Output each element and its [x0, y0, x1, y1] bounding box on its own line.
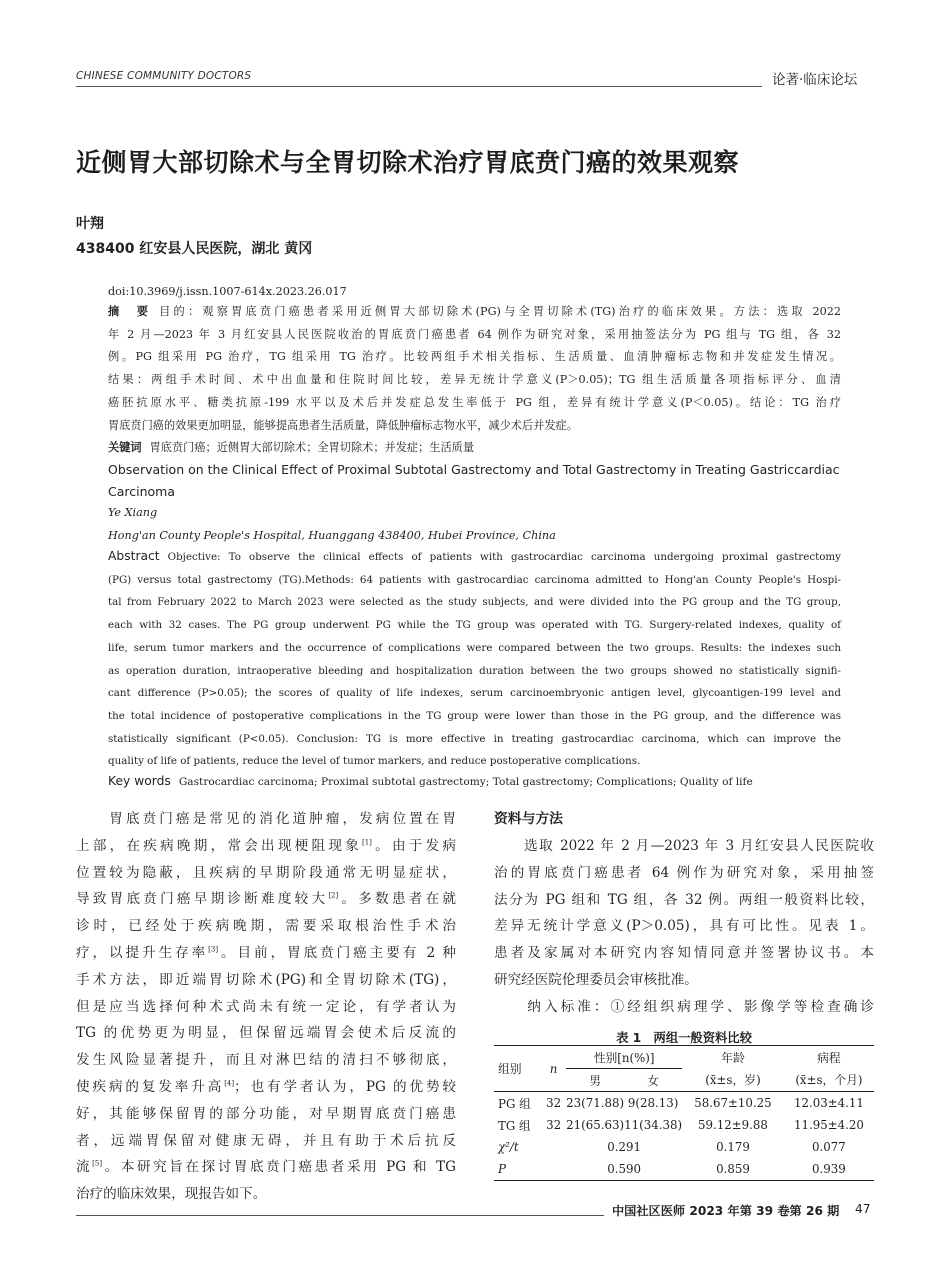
body-text-content	[76, 891, 456, 907]
page-number: 47	[855, 1202, 871, 1216]
body-text-line	[494, 887, 874, 914]
body-text-content	[494, 865, 874, 881]
body-text-content	[76, 1079, 456, 1095]
body-text-line	[76, 1154, 456, 1181]
body-text: 患者及家属对本研究内容知情同意并签署协议书。本	[494, 945, 874, 962]
table-empty-cell	[541, 1158, 566, 1181]
english-title	[108, 459, 848, 503]
body-text-line	[76, 1074, 456, 1101]
body-text-content	[494, 892, 874, 908]
table-header-age: 年龄	[721, 1050, 745, 1065]
abstract-line-text: the total incidence of postoperative complications in the TG group were lower than those in the PG group, and the difference was	[108, 709, 841, 722]
abstract-line	[108, 569, 841, 592]
body-text-line	[76, 940, 456, 967]
keywords-en-label: Key words	[108, 774, 171, 788]
abstract-line	[108, 614, 841, 637]
abstract-line-text: 癌胚抗原水平、糖类抗原-199 水平以及术后并发症总发生率低于 PG 组，差异有统计学意义(P＜0.05)。结论：TG 治疗	[108, 395, 841, 409]
body-text-line	[494, 833, 874, 860]
body-text-line	[76, 833, 456, 860]
abstract-line-text: 结果：两组手术时间、术中出血量和住院时间比较，差异无统计学意义(P＞0.05)；TG 组生活质量各项指标评分、血清	[108, 373, 841, 387]
doi: doi:10.3969/j.issn.1007-614x.2023.26.017	[108, 285, 347, 298]
body-text: 好，其能够保留胃的部分功能，对早期胃底贲门癌患	[76, 1105, 456, 1122]
body-text: 使疾病的复发率升高	[76, 1078, 225, 1095]
citation-ref[interactable]: [3]	[208, 945, 219, 954]
body-text-content	[76, 1106, 456, 1122]
footer-journal-issue: 中国社区医师 2023 年第 39 卷第 26 期	[612, 1204, 840, 1218]
english-affiliation: Hong'an County People's Hospital, Huanggang 438400, Hubei Province, China	[108, 529, 556, 542]
header-rule	[76, 86, 762, 87]
table-stat-label: χ²/t	[498, 1140, 519, 1154]
abstract-line-text: (PG) versus total gastrectomy (TG).Methods: 64 patients with gastrocardiac carcinoma admitted to Hong'an County People's Hospi-	[108, 573, 841, 586]
table-header-female: 女	[647, 1073, 660, 1088]
body-text-line	[76, 860, 456, 887]
running-header-column: 论著·临床论坛	[772, 72, 858, 88]
table-header-age-unit: (x̄±s，岁)	[705, 1073, 761, 1088]
keywords-en-text: Gastrocardiac carcinoma; Proximal subtotal gastrectomy; Total gastrectomy; Complications; Quality of life	[178, 776, 753, 788]
table-stat-course: 0.939	[812, 1162, 846, 1176]
body-text-content	[494, 999, 874, 1015]
table-cell-female: 11(34.38)	[624, 1118, 683, 1132]
abstract-line	[108, 591, 841, 614]
body-text: 发生风险显著提升，而且对淋巴结的清扫不够彻底，	[76, 1052, 456, 1069]
section-heading: 资料与方法	[494, 811, 563, 827]
table-cell-male: 21(65.63)	[566, 1118, 625, 1132]
body-text-line	[76, 1020, 456, 1047]
table-cell-course: 11.95±4.20	[793, 1118, 864, 1132]
body-text-content	[76, 1159, 456, 1175]
abstract-line	[108, 301, 841, 324]
table-cell-group: PG 组	[498, 1096, 531, 1111]
abstract-line-text: cant difference (P>0.05); the scores of quality of life indexes, serum carcinoembryonic antigen level, glycoantigen-199 level and	[108, 687, 841, 700]
body-text-content	[76, 945, 456, 961]
body-text-content	[76, 972, 456, 988]
body-text: 疗，以提升生存率	[76, 944, 209, 961]
table-cell-male: 23(71.88)	[566, 1096, 625, 1110]
abstract-line-text: 目的：观察胃底贲门癌患者采用近侧胃大部切除术(PG)与全胃切除术(TG)治疗的临床效果。方法：选取 2022	[159, 305, 841, 318]
body-right-column	[494, 833, 874, 1021]
body-text: 胃底贲门癌是常见的消化道肿瘤，发病位置在胃	[76, 811, 456, 827]
body-text: 手术方法，即近端胃切除术(PG)和全胃切除术(TG)，	[76, 971, 456, 988]
keywords-cn	[108, 437, 841, 460]
body-text-content	[76, 1025, 456, 1041]
body-text: TG 的优势更为明显，但保留远端胃会使术后反流的	[76, 1025, 456, 1042]
abstract-line	[108, 415, 841, 438]
table-header-course-unit: (x̄±s，个月)	[795, 1073, 863, 1088]
abstract-line	[108, 705, 841, 728]
body-text: 治疗的临床效果，现报告如下。	[76, 1186, 267, 1203]
body-text-content	[76, 1052, 456, 1068]
table-cell-group: TG 组	[498, 1118, 531, 1133]
citation-ref[interactable]: [4]	[224, 1079, 235, 1088]
abstract-line	[108, 545, 841, 569]
body-text: ；也有学者认为，PG 的优势较	[234, 1078, 457, 1095]
body-text: 治的胃底贲门癌患者 64 例作为研究对象，采用抽签	[494, 864, 874, 881]
english-title-line: Observation on the Clinical Effect of Proximal Subtotal Gastrectomy and Total Gastrectomy in Treating Gastriccardiac	[108, 462, 840, 477]
body-text: 但是应当选择何种术式尚未有统一定论，有学者认为	[76, 998, 456, 1015]
english-author: Ye Xiang	[108, 506, 158, 519]
body-text-line	[494, 913, 874, 940]
body-text: 差异无统计学意义(P＞0.05)，具有可比性。见表 1。	[494, 918, 874, 935]
body-text-line	[76, 994, 456, 1021]
body-text: 导致胃底贲门癌早期诊断难度较大	[76, 891, 329, 908]
author-affiliation: 438400 红安县人民医院，湖北 黄冈	[76, 241, 313, 257]
abstract-line	[108, 728, 841, 751]
table-stat-row	[494, 1158, 874, 1181]
table-cell-n: 32	[546, 1096, 562, 1110]
article-title: 近侧胃大部切除术与全胃切除术治疗胃底贲门癌的效果观察	[76, 148, 740, 177]
abstract-line-text: life, serum tumor markers and the occurrence of complications were compared between the two groups. Results: the indexes such	[108, 641, 841, 654]
table-header-sex: 性别[n(%)]	[566, 1046, 682, 1069]
body-text-content	[76, 999, 456, 1015]
table-cell-age: 58.67±10.25	[694, 1096, 772, 1110]
body-text-line	[76, 886, 456, 913]
abstract-en	[108, 545, 841, 773]
body-text: 。目前，胃底贲门癌主要有 2 种	[218, 944, 457, 961]
table-stat-age: 0.859	[716, 1162, 750, 1176]
abstract-line	[108, 682, 841, 705]
author-name: 叶翔	[76, 216, 104, 232]
citation-ref[interactable]: [2]	[328, 891, 339, 900]
body-text-content	[76, 918, 456, 934]
body-text-line	[76, 1181, 456, 1208]
body-text-line	[76, 1047, 456, 1074]
table-row	[494, 1092, 874, 1115]
abstract-line-text: statistically significant (P<0.05). Conclusion: TG is more effective in treating gastrocardiac carcinoma, which can improve the	[108, 732, 841, 745]
running-header-journal: CHINESE COMMUNITY DOCTORS	[76, 70, 252, 82]
body-text: 者，远端胃保留对健康无碍，并且有助于术后抗反	[76, 1132, 456, 1149]
abstract-line	[108, 637, 841, 660]
abstract-line	[108, 324, 841, 347]
body-text: 选取 2022 年 2 月—2023 年 3 月红安县人民医院收	[494, 838, 874, 854]
body-text: 法分为 PG 组和 TG 组，各 32 例。两组一般资料比较，	[494, 891, 874, 908]
english-title-line: Carcinoma	[108, 484, 176, 499]
body-text: 上部，在疾病晚期，常会出现梗阻现象	[76, 837, 362, 854]
body-text: 流	[76, 1159, 93, 1176]
table-empty-cell	[541, 1136, 566, 1158]
citation-ref[interactable]: [1]	[361, 838, 372, 847]
abstract-line	[108, 660, 841, 683]
table-header-group: 组别	[498, 1062, 522, 1076]
body-text-content	[494, 945, 874, 961]
keywords-en	[108, 770, 841, 794]
body-text-content	[76, 1133, 456, 1149]
body-text-line	[494, 994, 874, 1021]
table-header-male: 男	[589, 1073, 602, 1088]
abstract-line-text: Objective: To observe the clinical effects of patients with gastrocardiac carcinoma undergoing proximal gastrectomy	[167, 551, 841, 563]
abstract-label: 摘 要	[108, 305, 152, 318]
body-text-line	[494, 967, 874, 994]
citation-ref[interactable]: [5]	[92, 1159, 103, 1168]
table-stat-course: 0.077	[812, 1140, 846, 1154]
body-text-content	[76, 838, 456, 854]
body-text: 。本研究旨在探讨胃底贲门癌患者采用 PG 和 TG	[102, 1159, 456, 1176]
table-stat-sex: 0.291	[607, 1140, 641, 1154]
abstract-line-text: tal from February 2022 to March 2023 were selected as the study subjects, and were divided into the PG group and the TG group,	[108, 596, 841, 609]
abstract-line-text: as operation duration, intraoperative bleeding and hospitalization duration between the two groups showed no statistically signifi-	[108, 664, 841, 677]
table-stat-sex: 0.590	[607, 1162, 641, 1176]
keywords-cn-label: 关键词	[108, 441, 142, 454]
abstract-cn	[108, 301, 841, 437]
table-1	[494, 1045, 874, 1181]
body-text-content	[494, 972, 698, 988]
table-cell-n: 32	[546, 1118, 562, 1132]
abstract-line-text: quality of life of patients, reduce the level of tumor markers, and reduce postoperative complications.	[108, 755, 641, 768]
body-text: 纳入标准：①经组织病理学、影像学等检查确诊	[494, 998, 874, 1015]
body-text-content	[494, 838, 874, 854]
body-text-content	[76, 865, 456, 881]
table-stat-age: 0.179	[716, 1140, 750, 1154]
table-cell-female: 9(28.13)	[627, 1096, 679, 1110]
abstract-line	[108, 369, 841, 392]
body-left-column	[76, 806, 456, 1208]
abstract-line	[108, 346, 841, 369]
body-text-content	[76, 811, 456, 827]
body-text: 。多数患者在就	[338, 891, 457, 908]
table-header-n: n	[549, 1061, 558, 1076]
table-cell-course: 12.03±4.11	[793, 1096, 864, 1110]
body-text-line	[76, 1101, 456, 1128]
table-stat-row	[494, 1136, 874, 1158]
body-text: 诊时，已经处于疾病晚期，需要采取根治性手术治	[76, 918, 456, 935]
body-text: 。由于发病	[371, 837, 456, 854]
table-caption: 表 1 两组一般资料比较	[616, 1031, 752, 1045]
body-text-content	[494, 918, 874, 934]
abstract-line	[108, 392, 841, 415]
body-text-line	[76, 913, 456, 940]
body-text-content	[76, 1186, 266, 1202]
body-text-line	[494, 940, 874, 967]
body-text-line	[76, 967, 456, 994]
footer-rule	[76, 1215, 604, 1216]
abstract-line-text: 胃底贲门癌的效果更加明显，能够提高患者生活质量，降低肿瘤标志物水平，减少术后并发症。	[108, 418, 578, 432]
abstract-line-text: 年 2 月—2023 年 3 月红安县人民医院收治的胃底贲门癌患者 64 例作为研究对象，采用抽签法分为 PG 组与 TG 组，各 32	[108, 327, 841, 341]
body-text-line	[494, 860, 874, 887]
body-text-line	[76, 1128, 456, 1155]
table-cell-age: 59.12±9.88	[698, 1118, 768, 1132]
keywords-cn-text: 胃底贲门癌；近侧胃大部切除术；全胃切除术；并发症；生活质量	[149, 441, 475, 454]
table-stat-label: P	[498, 1162, 506, 1176]
body-text: 位置较为隐蔽，且疾病的早期阶段通常无明显症状，	[76, 864, 456, 881]
table-row	[494, 1114, 874, 1136]
body-text-line	[76, 806, 456, 833]
body-text: 研究经医院伦理委员会审核批准。	[494, 971, 698, 988]
table-header-course: 病程	[817, 1050, 841, 1065]
abstract-label: Abstract	[108, 549, 160, 563]
abstract-line-text: each with 32 cases. The PG group underwent PG while the TG group was operated with TG. Surgery-related indexes, quality of	[108, 619, 841, 632]
abstract-line-text: 例。PG 组采用 PG 治疗，TG 组采用 TG 治疗。比较两组手术相关指标、生活质量、血清肿瘤标志物和并发症发生情况。	[108, 350, 841, 364]
